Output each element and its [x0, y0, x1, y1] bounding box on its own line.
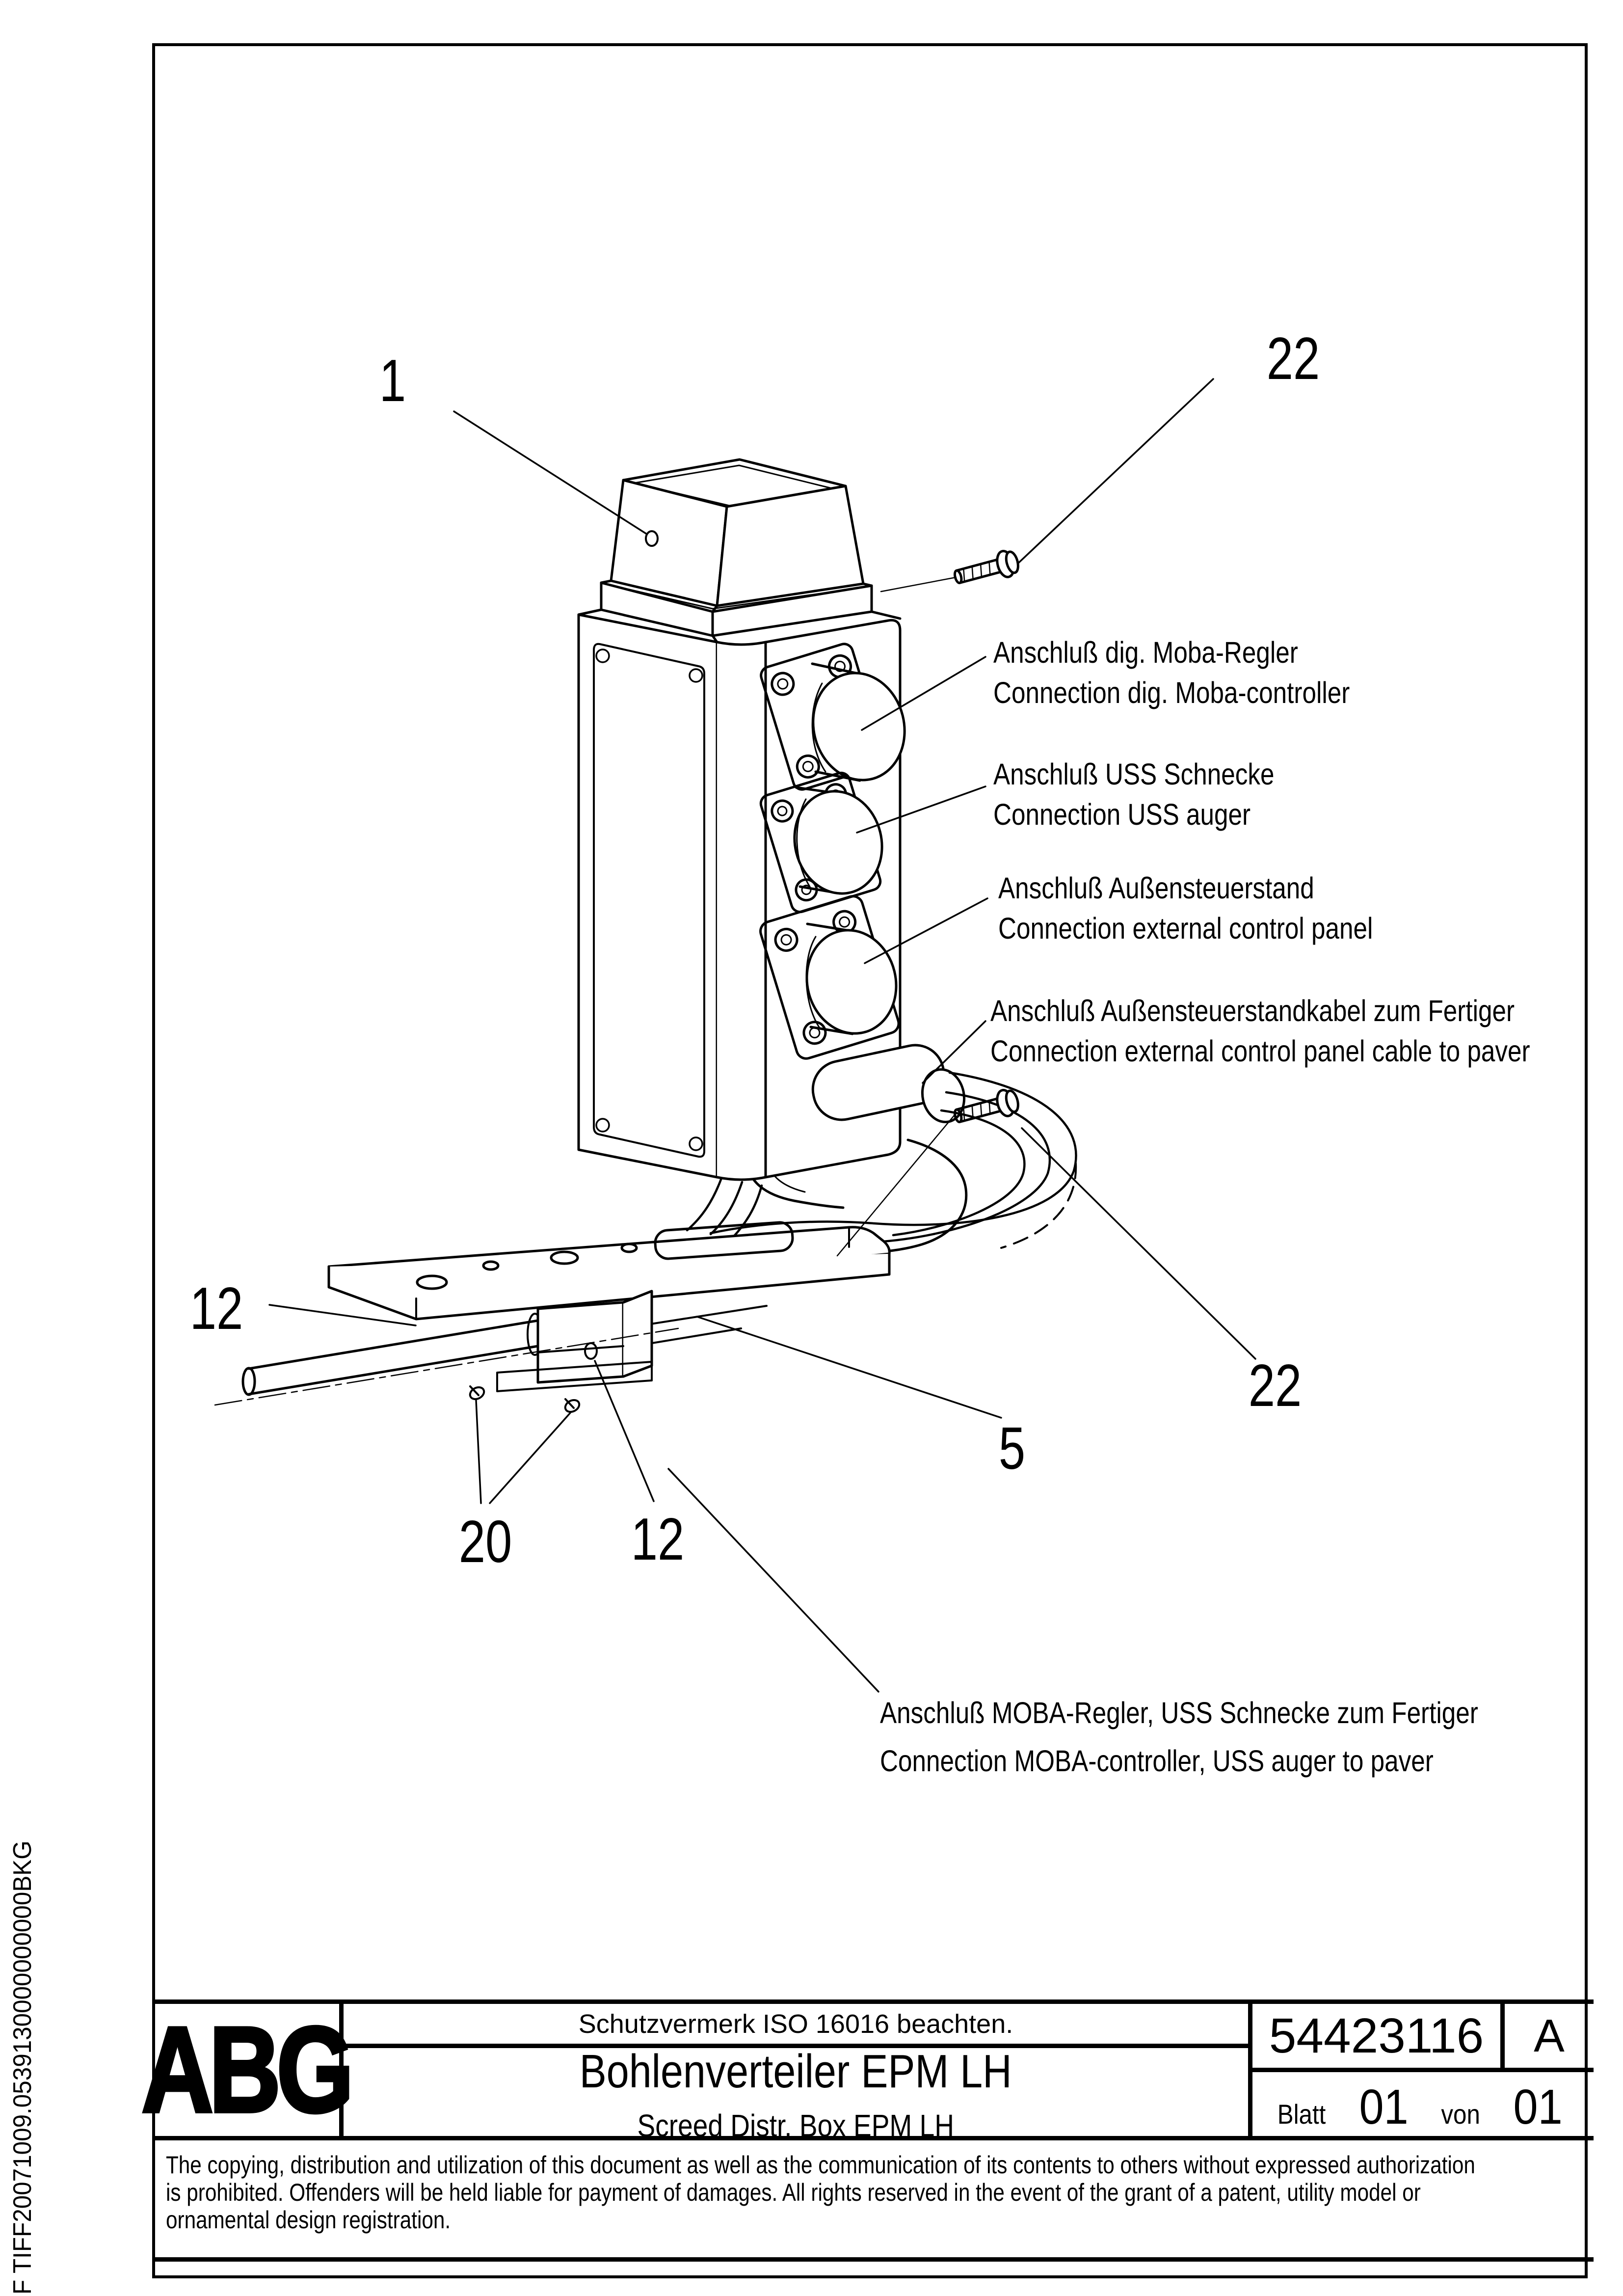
protection-note: Schutzvermerk ISO 16016 beachten. [344, 2004, 1248, 2048]
label-de: Anschluß USS Schnecke [993, 757, 1275, 791]
legal-notice [152, 2140, 1594, 2262]
callout-12-left: 12 [189, 1275, 243, 1342]
title-block [141, 1999, 1594, 2143]
label-de: Anschluß dig. Moba-Regler [993, 636, 1298, 669]
number-cell [1252, 2004, 1594, 2136]
title-cell [344, 2004, 1252, 2143]
label-uss-schnecke [993, 754, 1274, 835]
drawing-title-en: Screed Distr. Box EPM LH [637, 2108, 955, 2143]
label-en: Connection external control panel [998, 912, 1373, 945]
callout-22-top: 22 [1266, 325, 1320, 392]
callout-1: 1 [379, 347, 406, 414]
callout-12-mid: 12 [631, 1506, 685, 1572]
label-en: Connection USS auger [993, 798, 1251, 831]
legal-line-2: is prohibited. Offenders will be held liable for payment of damages. All rights reserved in the event of the grant of a patent, utility model or [166, 2179, 1421, 2206]
margin-filename: F TIFF20071009.0539130000000000BKG [8, 1840, 37, 2295]
legal-line-1: The copying, distribution and utilization of this document as well as the communication of its contents to others without expressed authorization [166, 2151, 1475, 2179]
label-de: Anschluß Außensteuerstandkabel zum Fertiger [990, 994, 1515, 1027]
label-moba-regler [993, 632, 1350, 713]
abg-logo: ABG [141, 2002, 350, 2138]
sheet-of-label: von [1441, 2099, 1481, 2130]
callout-20: 20 [458, 1508, 512, 1575]
drawing-title-de: Bohlenverteiler EPM LH [579, 2045, 1012, 2098]
label-aussensteuerstandkabel [990, 991, 1530, 1071]
callout-5: 5 [998, 1415, 1026, 1482]
sheet-number: 01 [1359, 2080, 1409, 2134]
sheet-label: Blatt [1277, 2099, 1326, 2130]
label-en: Connection dig. Moba-controller [993, 676, 1350, 709]
label-en: Connection MOBA-controller, USS auger to paver [880, 1744, 1434, 1778]
label-de: Anschluß Außensteuerstand [998, 871, 1314, 905]
document-number: 54423116 [1252, 2004, 1505, 2068]
sheet-total: 01 [1513, 2080, 1563, 2134]
logo-cell [141, 2002, 350, 2138]
label-aussensteuerstand [998, 868, 1373, 948]
label-en: Connection external control panel cable to paver [990, 1034, 1530, 1068]
label-de: Anschluß MOBA-Regler, USS Schnecke zum Fertiger [880, 1696, 1478, 1729]
revision-letter: A [1534, 2010, 1565, 2061]
sheet-row [1252, 2072, 1594, 2140]
legal-line-3: ornamental design registration. [166, 2206, 451, 2234]
drawing-frame [152, 43, 1588, 2278]
label-moba-uss-paver [880, 1689, 1478, 1785]
callout-22-bottom: 22 [1248, 1352, 1302, 1419]
